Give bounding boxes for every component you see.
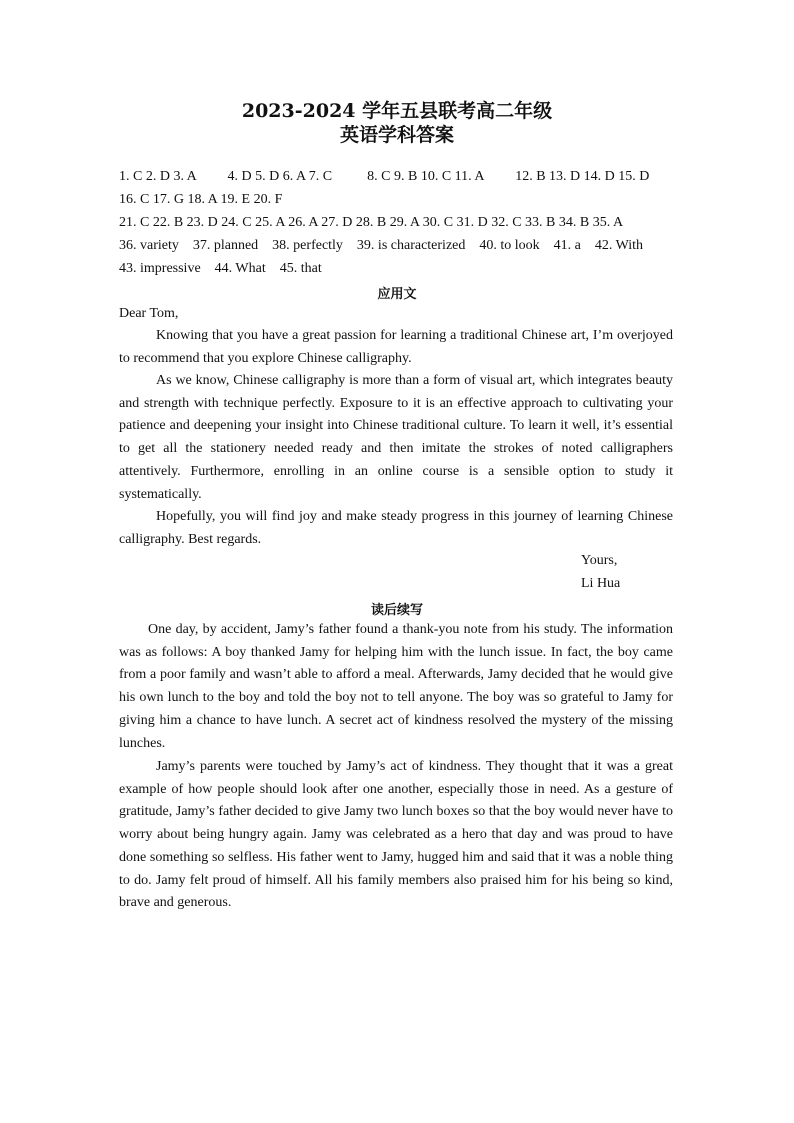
letter-signature: Li Hua <box>581 576 621 591</box>
page-subtitle: 英语学科答案 <box>339 124 454 146</box>
letter-paragraph-3: Hopefully, you will find joy and make steady progress in this journey of learning Chinese calligraphy. Best regards. <box>119 509 673 547</box>
answer-line-3: 21. C 22. B 23. D 24. C 25. A 26. A 27. D 28. B 29. A 30. C 31. D 32. C 33. B 34. B 35. A <box>119 215 624 230</box>
letter-paragraph-2: As we know, Chinese calligraphy is more than a form of visual art, which integrates beauty and strength with technique perfectly. Exposure to it is an effective approach to cultivating your patience and deepening your insight into Chinese traditional culture. To learn it well, it’s essential to get all the stationery needed ready and then imitate the strokes of noted calligraphers attentively. Furthermore, enrolling in an online course is a sensible option to study it systematically. <box>119 373 673 502</box>
letter-closing: Yours, <box>581 553 618 568</box>
letter-paragraph-1: Knowing that you have a great passion for learning a traditional Chinese art, I’m overjoyed to recommend that you explore Chinese calligraphy. <box>119 328 673 366</box>
answer-line-5: 43. impressive 44. What 45. that <box>119 261 322 276</box>
letter-heading: 应用文 <box>377 287 417 302</box>
continuation-heading: 读后续写 <box>370 603 423 618</box>
letter-salutation: Dear Tom, <box>119 306 179 321</box>
answer-line-2: 16. C 17. G 18. A 19. E 20. F <box>119 192 283 207</box>
page-title: 2023-2024 学年五县联考高二年级 <box>241 100 553 122</box>
continuation-paragraph-1: One day, by accident, Jamy’s father found a thank-you note from his study. The information was as follows: A boy thanked Jamy for helping him with the lunch issue. In fact, the boy came from a poor family and wasn’t able to afford a meal. Afterwards, Jamy decided that he would give his own lunch to the boy and told the boy not to tell anyone. The boy was so grateful to Jamy for giving him a chance to have lunch. A secret act of kindness resolved the mystery of the missing lunches. <box>119 622 673 751</box>
answer-line-1: 1. C 2. D 3. A 4. D 5. D 6. A 7. C 8. C 9. B 10. C 11. A 12. B 13. D 14. D 15. D <box>119 169 650 184</box>
continuation-paragraph-2: Jamy’s parents were touched by Jamy’s act of kindness. They thought that it was a great example of how people should look after one another, especially those in need. As a gesture of gratitude, Jamy’s father decided to give Jamy two lunch boxes so that the boy would never have to worry about being hungry again. Jamy was celebrated as a hero that day and was proud to have done something so selfless. His father went to Jamy, hugged him and said that it was a noble thing to do. Jamy felt proud of himself. All his family members also praised him for his being so kind, brave and generous. <box>119 759 673 911</box>
answer-line-4: 36. variety 37. planned 38. perfectly 39. is characterized 40. to look 41. a 42. With <box>119 238 644 253</box>
